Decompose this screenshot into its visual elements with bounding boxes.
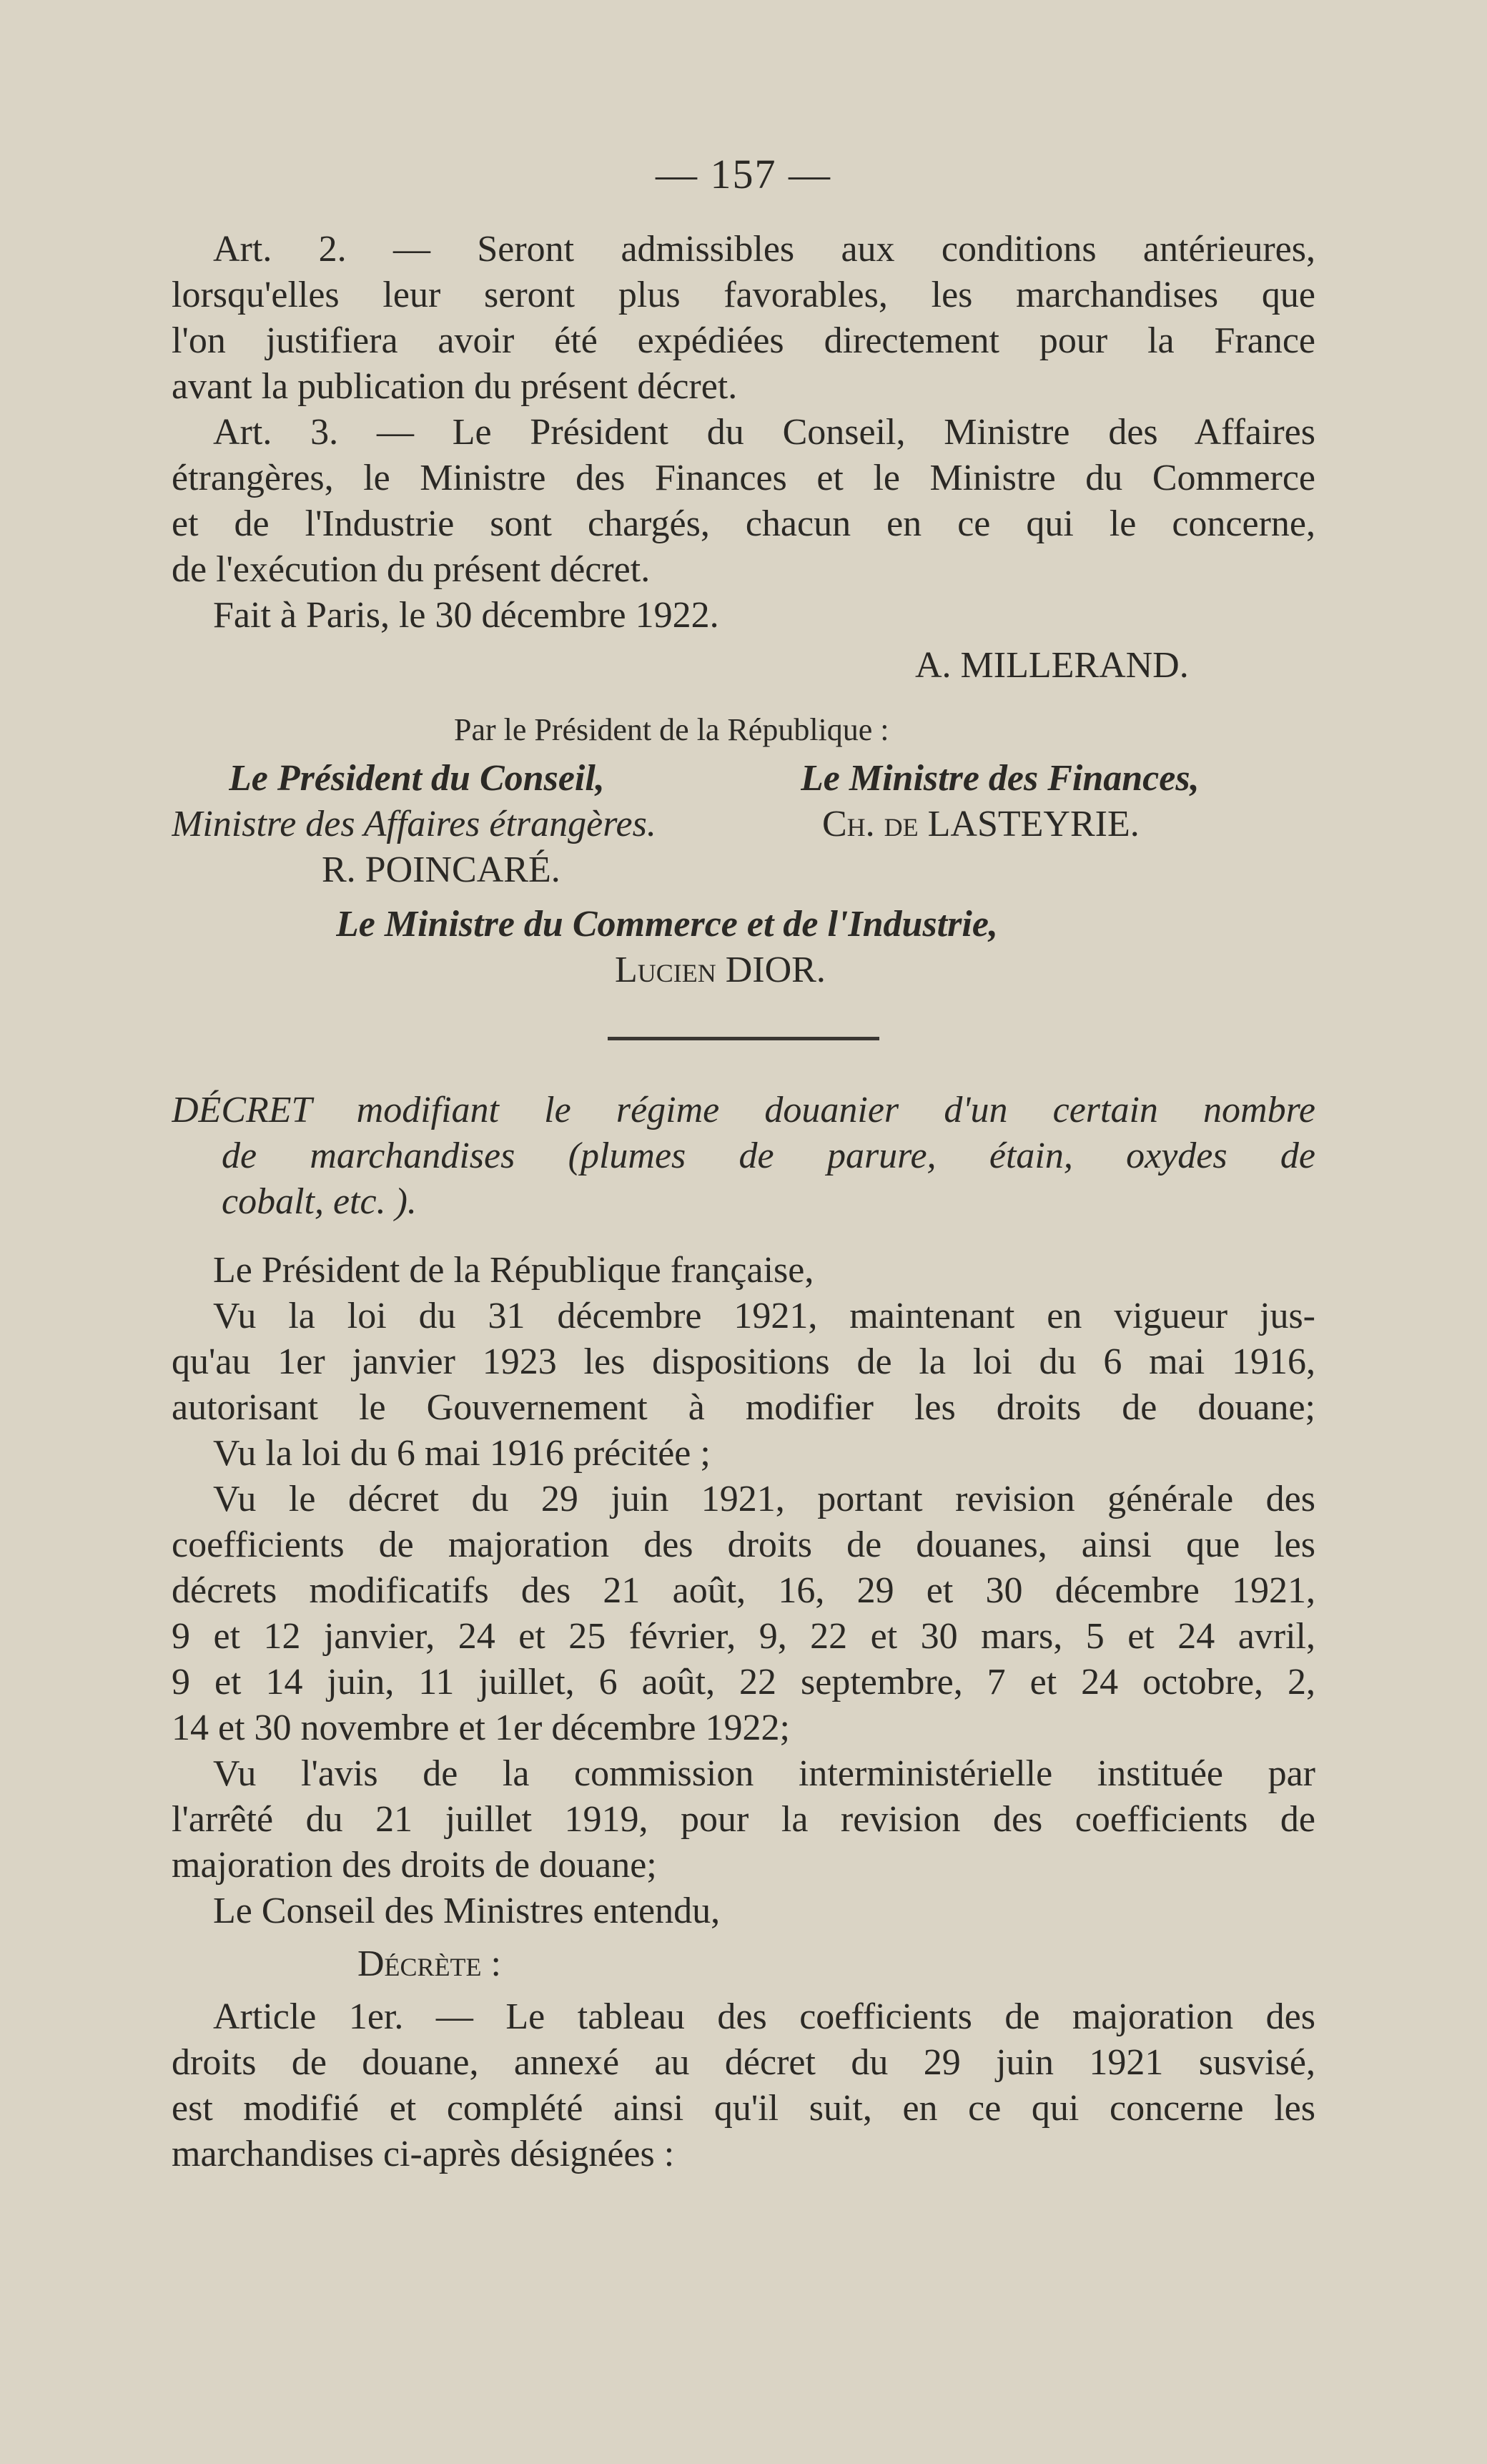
decree-title-line: de marchandises (plumes de parure, étain, oxydes de (222, 1135, 1315, 1176)
paragraph-line: coefficients de majoration des droits de douanes, ainsi que les (172, 1524, 1315, 1565)
paragraph-line: marchandises ci-après désignées : (172, 2134, 675, 2174)
paragraph-line: est modifié et complété ainsi qu'il suit, en ce qui concerne les (172, 2088, 1315, 2129)
paragraph-line: l'arrêté du 21 juillet 1919, pour la revision des coefficients de (172, 1799, 1315, 1840)
paragraph-line: Vu l'avis de la commission interministérielle instituée par (213, 1753, 1315, 1794)
paragraph-line: et de l'Industrie sont chargés, chacun en ce qui le concerne, (172, 503, 1315, 544)
signature-title: Le Ministre des Finances, (801, 758, 1200, 799)
decrete-heading: Décrète : (357, 1943, 501, 1984)
signature-name: Lucien DIOR. (615, 950, 826, 990)
section-divider (608, 1037, 879, 1040)
paragraph-line: lorsqu'elles leur seront plus favorables, les marchandises que (172, 275, 1315, 315)
signature-title: Le Président du Conseil, (229, 758, 605, 799)
president-line: Le Président de la République française, (213, 1250, 814, 1291)
paragraph-line: droits de douane, annexé au décret du 29 juin 1921 susvisé, (172, 2042, 1315, 2083)
paragraph-line: 14 et 30 novembre et 1er décembre 1922; (172, 1707, 790, 1748)
paragraph-line: 9 et 12 janvier, 24 et 25 février, 9, 22 et 30 mars, 5 et 24 avril, (172, 1616, 1315, 1657)
paragraph-line: majoration des droits de douane; (172, 1845, 657, 1886)
paragraph-line: Vu la loi du 31 décembre 1921, maintenant en vigueur jus- (213, 1296, 1315, 1336)
paragraph-line: décrets modificatifs des 21 août, 16, 29 et 30 décembre 1921, (172, 1570, 1315, 1611)
paragraph-line: Article 1er. — Le tableau des coefficients de majoration des (213, 1996, 1315, 2037)
paragraph-line: Art. 3. — Le Président du Conseil, Ministre des Affaires (213, 412, 1315, 453)
paragraph-line: étrangères, le Ministre des Finances et le Ministre du Commerce (172, 458, 1315, 498)
paragraph-line: autorisant le Gouvernement à modifier les droits de douane; (172, 1387, 1315, 1428)
paragraph-line: Art. 2. — Seront admissibles aux conditions antérieures, (213, 229, 1315, 270)
paragraph-line: 9 et 14 juin, 11 juillet, 6 août, 22 septembre, 7 et 24 octobre, 2, (172, 1662, 1315, 1702)
decree-title-line: DÉCRET modifiant le régime douanier d'un certain nombre (172, 1090, 1315, 1130)
signature-title: Le Ministre du Commerce et de l'Industrie, (336, 904, 998, 945)
decree-title-line: cobalt, etc. ). (222, 1181, 417, 1222)
paragraph-line: Vu le décret du 29 juin 1921, portant revision générale des (213, 1479, 1315, 1519)
signature-name: Ch. de LASTEYRIE. (822, 804, 1140, 844)
paragraph-line: Vu la loi du 6 mai 1916 précitée ; (213, 1433, 711, 1474)
paragraph-line: qu'au 1er janvier 1923 les dispositions de la loi du 6 mai 1916, (172, 1341, 1315, 1382)
paragraph-line: Le Conseil des Ministres entendu, (213, 1891, 721, 1931)
page-number: — 157 — (656, 151, 831, 197)
paragraph-line: de l'exécution du présent décret. (172, 549, 651, 590)
signature-name: R. POINCARÉ. (322, 849, 560, 890)
date-line: Fait à Paris, le 30 décembre 1922. (213, 595, 719, 636)
signatory-name: A. MILLERAND. (915, 645, 1189, 686)
signature-title: Ministre des Affaires étrangères. (172, 804, 656, 844)
paragraph-line: avant la publication du présent décret. (172, 366, 738, 407)
paragraph-line: l'on justifiera avoir été expédiées directement pour la France (172, 320, 1315, 361)
by-the-president-line: Par le Président de la République : (454, 712, 889, 747)
